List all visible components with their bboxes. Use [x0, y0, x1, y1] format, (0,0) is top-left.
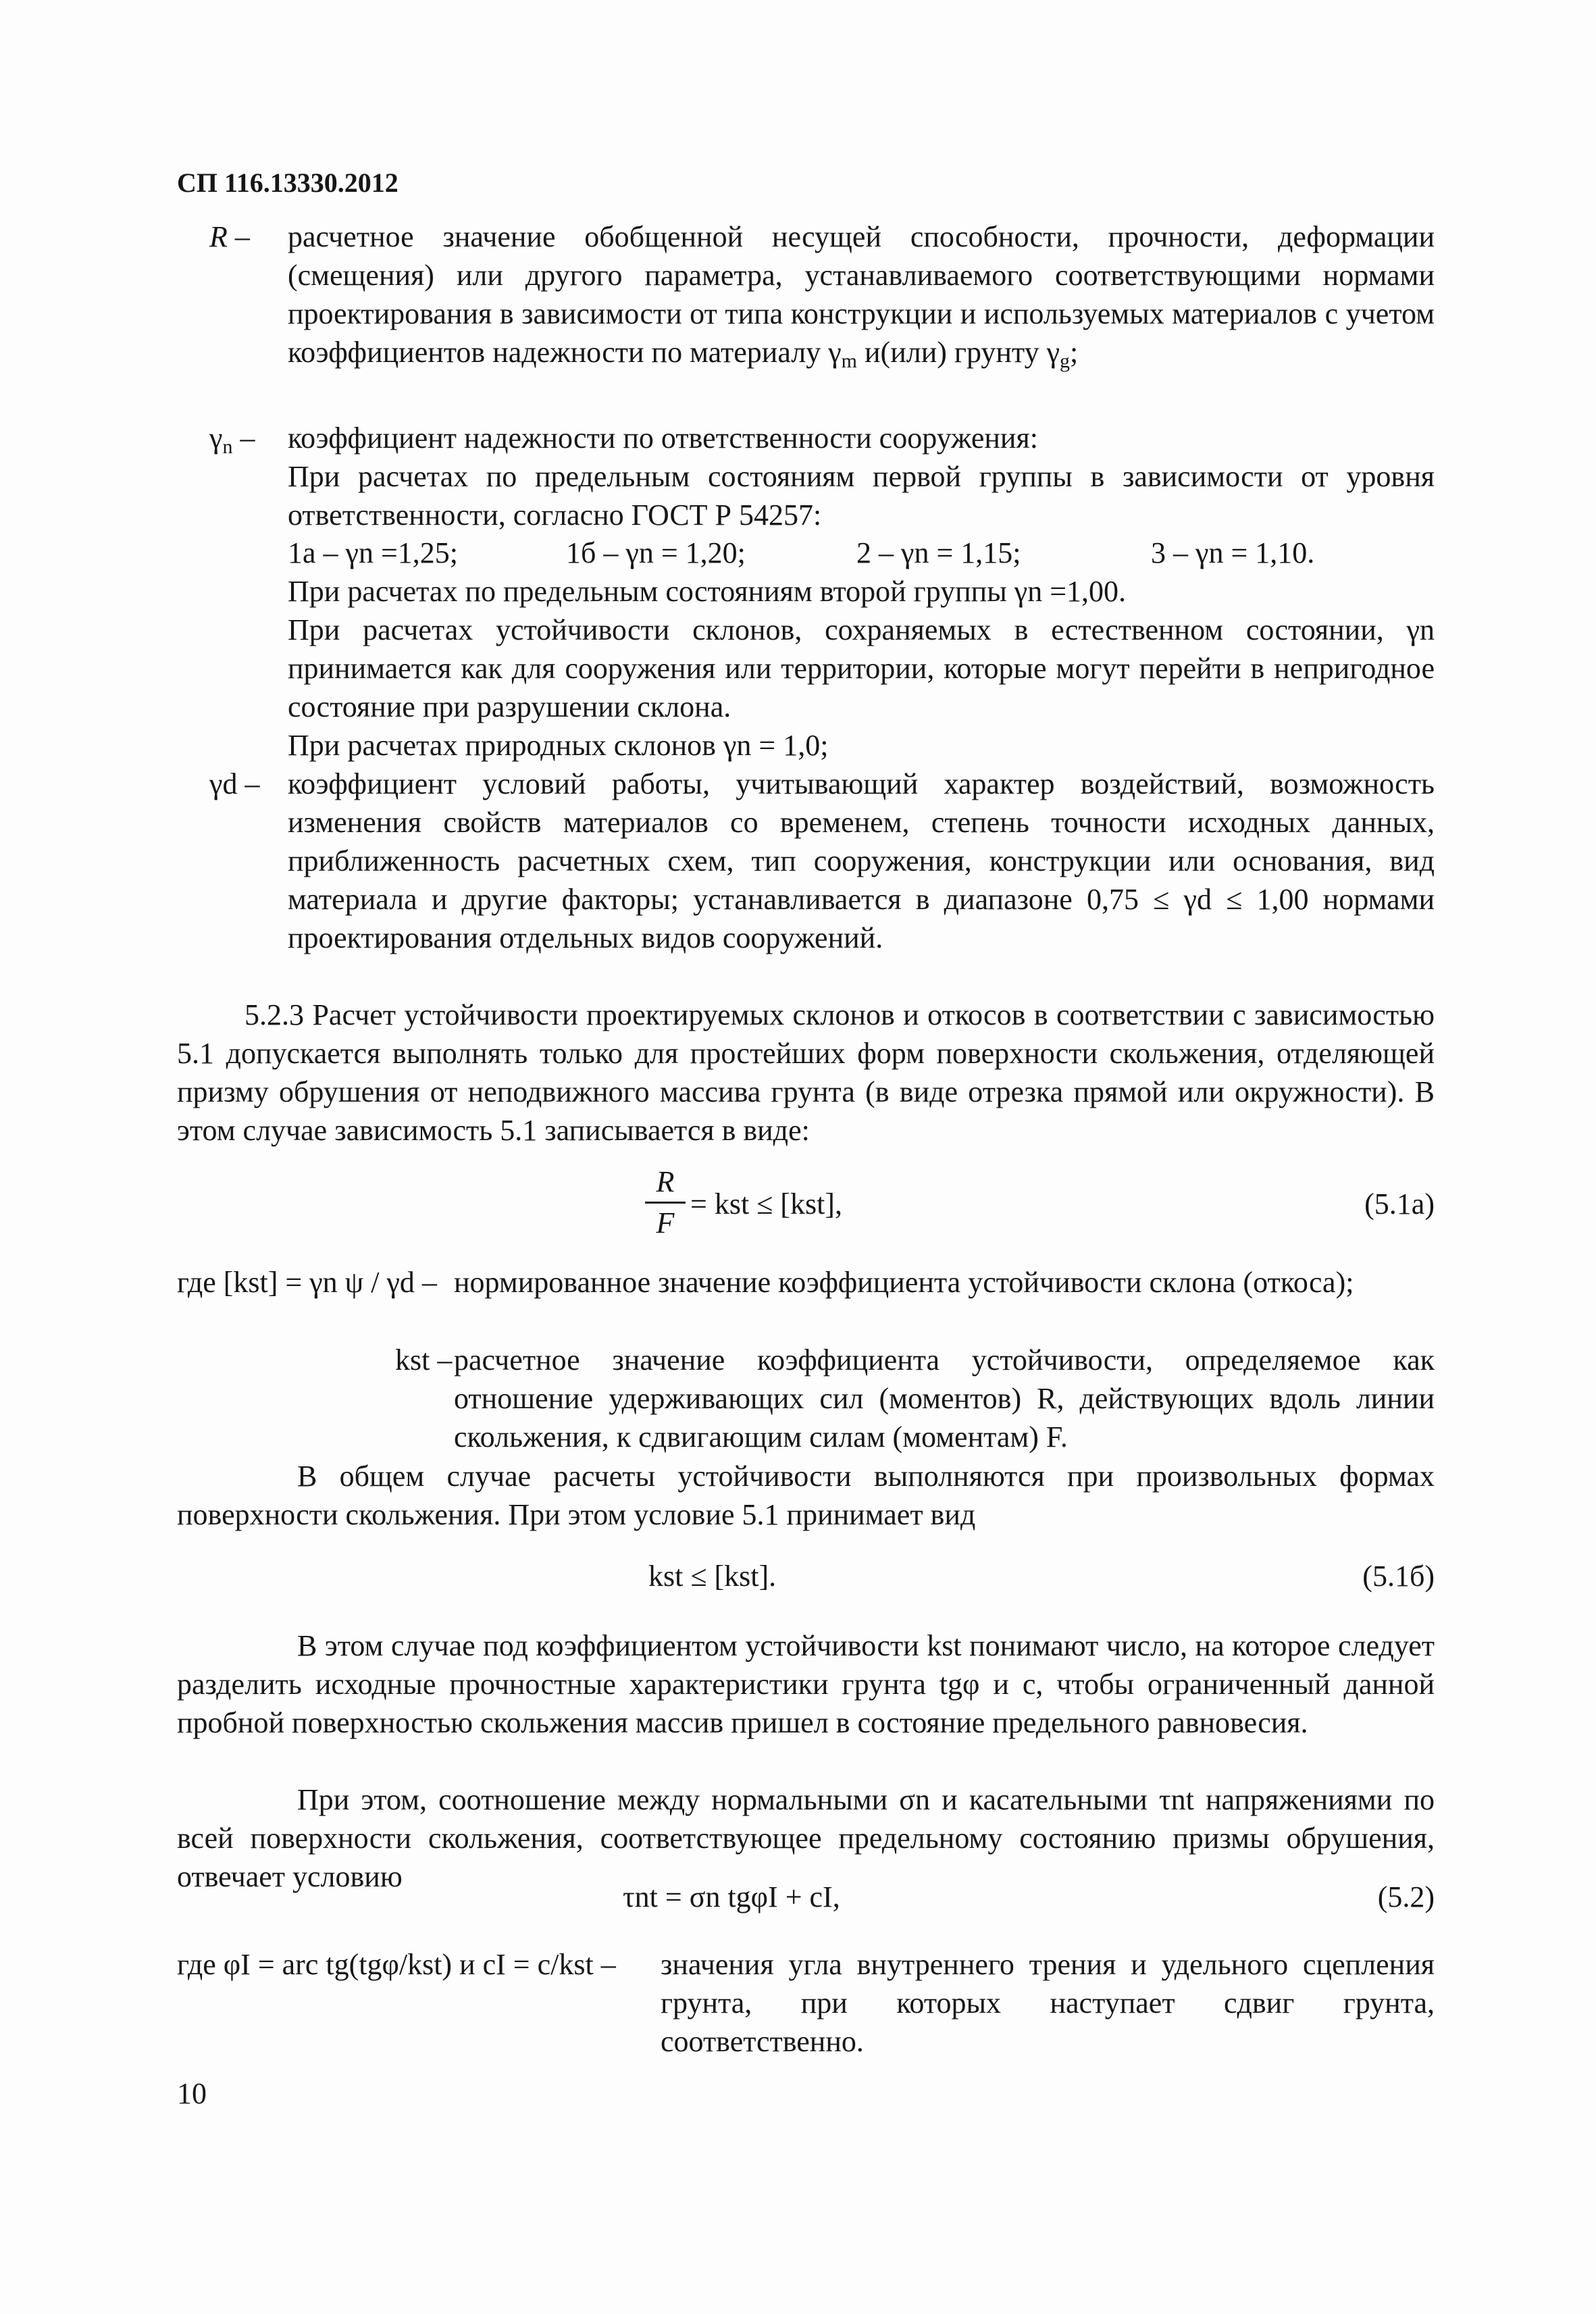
where-kst-text: расчетное значение коэффициента устойчивости, определяемое как отношение удерживающих сил (моментов) R, действующих вдоль линии скольжения, к сдвигающим силам (моментам) F.	[454, 1343, 1435, 1454]
term-gamma-d: γd –	[209, 767, 260, 800]
gamma-n-value-2: 2 – γn = 1,15;	[856, 536, 1021, 569]
formula-5-1a-fraction	[645, 1165, 686, 1240]
gamma-n-first-group: При расчетах по предельным состояниям первой группы в зависимости от уровня ответственности, согласно ГОСТ Р 54257:	[288, 460, 1435, 532]
fraction-numerator: R	[656, 1165, 675, 1198]
term-r-symbol: R –	[209, 220, 250, 253]
where-kst-norm-term: где [kst] = γn ψ / γd –	[177, 1266, 437, 1299]
equation-label-5-2: (5.2)	[1377, 1880, 1435, 1913]
equation-label-5-1b: (5.1б)	[1362, 1560, 1435, 1593]
gamma-n-value-3: 3 – γn = 1,10.	[1151, 536, 1315, 569]
paragraph-coefficient: В этом случае под коэффициентом устойчивости kst понимают число, на которое следует разделить исходные прочностные характеристики грунта tgφ и c, чтобы ограниченный данной пробной поверхностью скольжения массив пришел в состояние предельного равновесия.	[177, 1629, 1435, 1739]
gamma-n-value-1b: 1б – γn = 1,20;	[566, 536, 746, 569]
def-r-body: расчетное значение обобщенной несущей способности, прочности, деформации (смещения) или другого параметра, устанавливаемого соответствующими нормами проектирования в зависимости от типа конструкции и используемых материалов с учетом коэффициентов надежности по материалу γ	[288, 220, 1435, 369]
def-r-sub-m: m	[841, 350, 857, 372]
fraction-denominator: F	[656, 1206, 675, 1239]
def-r-body3: ;	[1070, 336, 1079, 369]
page-header: СП 116.13330.2012	[177, 168, 398, 198]
gamma-n-value-1a: 1а – γn =1,25;	[288, 536, 459, 569]
def-r-sub-g: g	[1060, 350, 1071, 372]
term-gn-symbol: γ	[209, 421, 223, 455]
equation-label-5-1a: (5.1а)	[1364, 1187, 1435, 1220]
where-phi-c-text: значения угла внутреннего трения и удельного сцепления грунта, при которых наступает сдвиг грунта, соответственно.	[661, 1948, 1435, 2058]
def-r-body2: и(или) грунту γ	[857, 336, 1060, 369]
def-r-text	[288, 217, 1435, 371]
def-gamma-d-text: коэффициент условий работы, учитывающий характер воздействий, возможность изменения свойств материалов со временем, степень точности исходных данных, приближенность расчетных схем, тип сооружения, конструкции или основания, вид материала и другие факторы; устанавливается в диапазоне 0,75 ≤ γd ≤ 1,00 нормами проектирования отдельных видов сооружений.	[288, 767, 1435, 954]
gamma-n-values-row	[288, 534, 1435, 574]
formula-5-1b: kst ≤ [kst].	[648, 1560, 777, 1593]
term-gn-dash: –	[232, 421, 255, 455]
gamma-n-second-group: При расчетах по предельным состояниям второй группы γn =1,00.	[288, 575, 1127, 608]
where-kst-norm-text: нормированное значение коэффициента устойчивости склона (откоса);	[454, 1266, 1354, 1299]
fraction-bar	[645, 1202, 686, 1204]
paragraph-5-2-3: 5.2.3 Расчет устойчивости проектируемых склонов и откосов в соответствии с зависимостью 5.1 допускается выполнять только для простейших форм поверхности скольжения, отделяющей призму обрушения от неподвижного массива грунта (в виде отрезка прямой или окружности). В этом случае зависимость 5.1 записывается в виде:	[177, 998, 1435, 1147]
where-kst-term: kst –	[395, 1343, 453, 1377]
formula-5-2: τnt = σn tgφI + cI,	[623, 1880, 840, 1913]
paragraph-stress-ratio: При этом, соотношение между нормальными σn и касательными τnt напряжениями по всей поверхности скольжения, соответствующее предельному состоянию призмы обрушения, отвечает условию	[177, 1783, 1435, 1893]
term-gn-sub: n	[222, 436, 233, 458]
gamma-n-slopes-natural: При расчетах устойчивости склонов, сохраняемых в естественном состоянии, γn принимается как для сооружения или территории, которые могут перейти в непригодное состояние при разрушении склона.	[288, 613, 1435, 723]
term-gamma-n	[209, 419, 255, 457]
page-number: 10	[177, 2077, 207, 2110]
paragraph-general-case: В общем случае расчеты устойчивости выполняются при произвольных формах поверхности скольжения. При этом условие 5.1 принимает вид	[177, 1460, 1435, 1531]
def-gamma-n-text: коэффициент надежности по ответственности сооружения:	[288, 421, 1038, 455]
term-r	[209, 217, 250, 256]
where-phi-c-term: где φI = arc tg(tgφ/kst) и cI = c/kst –	[177, 1948, 616, 1981]
formula-5-1a-rhs: = kst ≤ [kst],	[690, 1187, 842, 1220]
gamma-n-natural-slopes: При расчетах природных склонов γn = 1,0;	[288, 729, 829, 762]
